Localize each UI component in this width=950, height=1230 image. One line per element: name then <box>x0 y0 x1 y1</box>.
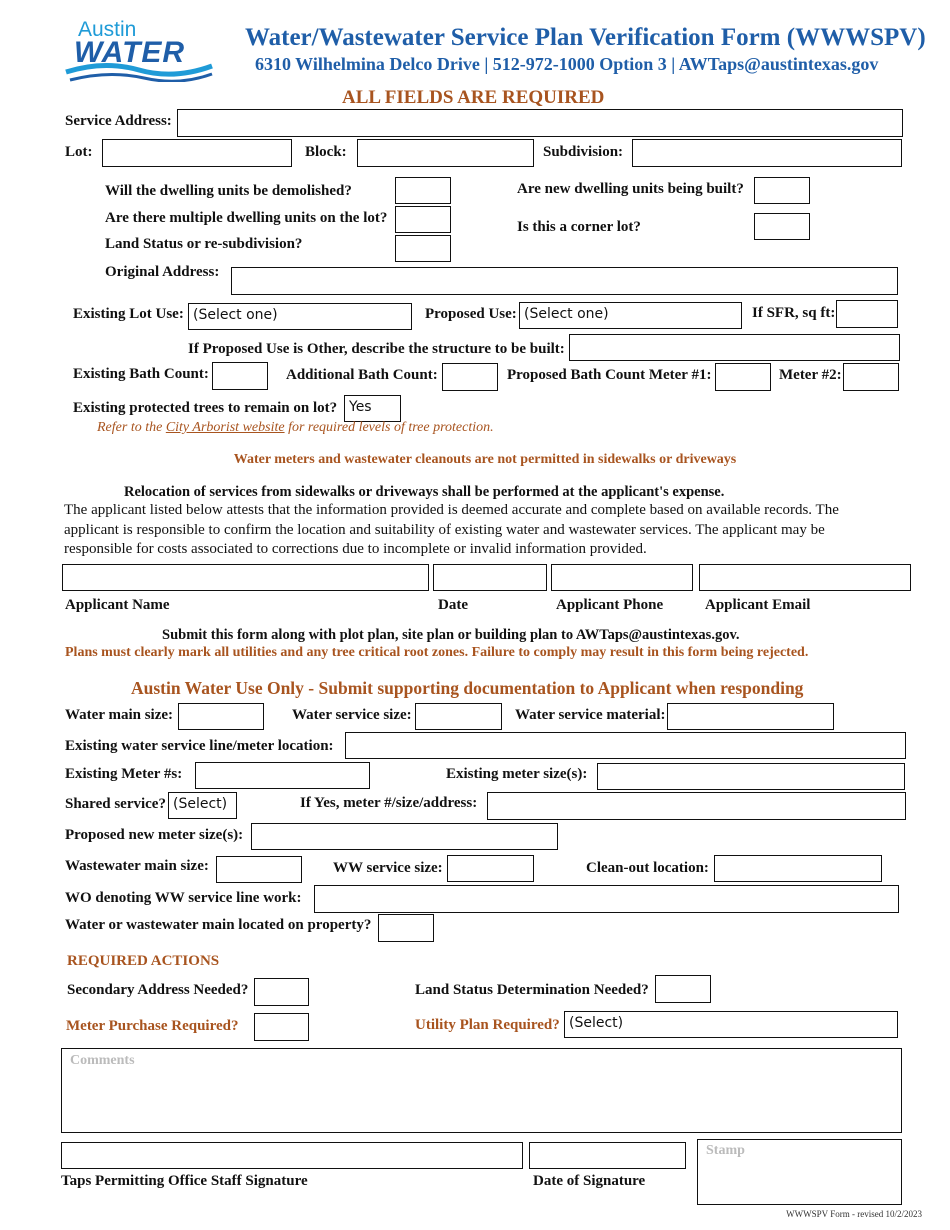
meter-purchase-label: Meter Purchase Required? <box>66 1018 239 1034</box>
existing-bath-label: Existing Bath Count: <box>73 366 209 382</box>
applicant-phone-label: Applicant Phone <box>556 597 664 613</box>
required-notice: ALL FIELDS ARE REQUIRED <box>342 87 605 108</box>
comments-placeholder: Comments <box>70 1053 135 1068</box>
cleanout-location-label: Clean-out location: <box>586 860 709 876</box>
land-status-input[interactable] <box>395 235 451 262</box>
water-service-size-label: Water service size: <box>292 707 412 723</box>
stamp-box[interactable] <box>697 1139 902 1205</box>
multiple-units-input[interactable] <box>395 206 451 233</box>
water-service-material-input[interactable] <box>667 703 834 730</box>
ww-main-size-input[interactable] <box>216 856 302 883</box>
applicant-email-label: Applicant Email <box>705 597 811 613</box>
land-status-label: Land Status or re-subdivision? <box>105 236 303 252</box>
main-on-property-input[interactable] <box>378 914 434 942</box>
additional-bath-input[interactable] <box>442 363 498 391</box>
ww-service-size-input[interactable] <box>447 855 534 882</box>
existing-bath-input[interactable] <box>212 362 268 390</box>
existing-lot-use-select[interactable]: (Select one) <box>188 303 412 330</box>
service-address-label: Service Address: <box>65 113 172 129</box>
ww-service-size-label: WW service size: <box>333 860 443 876</box>
additional-bath-label: Additional Bath Count: <box>286 367 438 383</box>
applicant-email-input[interactable] <box>699 564 911 591</box>
demolished-label: Will the dwelling units be demolished? <box>105 183 352 199</box>
original-address-input[interactable] <box>231 267 898 295</box>
subdivision-input[interactable] <box>632 139 902 167</box>
applicant-name-label: Applicant Name <box>65 597 170 613</box>
relocation-notice: Relocation of services from sidewalks or driveways shall be performed at the applicant's expense. <box>124 484 725 500</box>
date-of-signature-input[interactable] <box>529 1142 686 1169</box>
stamp-placeholder: Stamp <box>706 1143 745 1158</box>
service-address-input[interactable] <box>177 109 903 137</box>
wo-denoting-label: WO denoting WW service line work: <box>65 890 302 906</box>
multiple-units-label: Are there multiple dwelling units on the lot? <box>105 210 388 226</box>
land-status-determination-label: Land Status Determination Needed? <box>415 982 649 998</box>
new-units-label: Are new dwelling units being built? <box>517 181 744 197</box>
water-service-size-input[interactable] <box>415 703 502 730</box>
required-actions-heading: REQUIRED ACTIONS <box>67 953 220 969</box>
applicant-phone-input[interactable] <box>551 564 693 591</box>
proposed-bath-m1-input[interactable] <box>715 363 771 391</box>
staff-signature-input[interactable] <box>61 1142 523 1169</box>
cleanout-location-input[interactable] <box>714 855 882 882</box>
new-units-input[interactable] <box>754 177 810 204</box>
applicant-name-input[interactable] <box>62 564 429 591</box>
lot-label: Lot: <box>65 144 93 160</box>
land-status-determination-input[interactable] <box>655 975 711 1003</box>
other-describe-input[interactable] <box>569 334 900 361</box>
corner-lot-label: Is this a corner lot? <box>517 219 641 235</box>
subdivision-label: Subdivision: <box>543 144 624 160</box>
proposed-use-select[interactable]: (Select one) <box>519 302 742 329</box>
logo-text-austin: Austin <box>78 18 137 41</box>
block-input[interactable] <box>357 139 534 167</box>
proposed-meter-sizes-label: Proposed new meter size(s): <box>65 827 244 843</box>
main-on-property-label: Water or wastewater main located on property? <box>65 917 372 933</box>
applicant-date-input[interactable] <box>433 564 547 591</box>
shared-service-select[interactable]: (Select) <box>168 792 237 819</box>
proposed-bath-m1-label: Proposed Bath Count Meter #1: <box>507 367 712 383</box>
existing-meter-sizes-input[interactable] <box>597 763 905 790</box>
other-describe-label: If Proposed Use is Other, describe the structure to be built: <box>188 341 565 357</box>
utility-plan-label: Utility Plan Required? <box>415 1017 560 1033</box>
existing-line-location-label: Existing water service line/meter location: <box>65 738 334 754</box>
plans-warning: Plans must clearly mark all utilities and any tree critical root zones. Failure to comply may result in this form being rejected. <box>65 645 809 660</box>
logo-text-water: WATER <box>74 36 186 69</box>
submit-instruction: Submit this form along with plot plan, site plan or building plan to AWTaps@austintexas.gov. <box>162 627 740 643</box>
demolished-input[interactable] <box>395 177 451 204</box>
protected-trees-label: Existing protected trees to remain on lot? <box>73 400 338 416</box>
ww-main-size-label: Wastewater main size: <box>65 858 209 874</box>
arborist-note <box>97 420 494 436</box>
meters-warning: Water meters and wastewater cleanouts are not permitted in sidewalks or driveways <box>233 452 737 467</box>
existing-lot-use-label: Existing Lot Use: <box>73 306 184 322</box>
applicant-date-label: Date <box>438 597 468 613</box>
wo-denoting-input[interactable] <box>314 885 899 913</box>
sfr-sqft-label: If SFR, sq ft: <box>752 305 836 321</box>
form-subtitle: 6310 Wilhelmina Delco Drive | 512-972-1000 Option 3 | AWTaps@austintexas.gov <box>255 54 879 74</box>
block-label: Block: <box>305 144 347 160</box>
existing-meter-sizes-label: Existing meter size(s): <box>446 766 588 782</box>
existing-meters-input[interactable] <box>195 762 370 789</box>
city-arborist-link[interactable]: City Arborist website <box>165 420 285 435</box>
proposed-meter-sizes-input[interactable] <box>251 823 558 850</box>
secondary-address-input[interactable] <box>254 978 309 1006</box>
date-of-signature-label: Date of Signature <box>533 1173 646 1189</box>
aw-only-heading: Austin Water Use Only - Submit supporting documentation to Applicant when responding <box>131 678 804 698</box>
arborist-note-post: for required levels of tree protection. <box>284 420 494 435</box>
secondary-address-label: Secondary Address Needed? <box>67 982 249 998</box>
form-title: Water/Wastewater Service Plan Verification Form (WWWSPV) <box>245 24 926 51</box>
existing-meters-label: Existing Meter #s: <box>65 766 183 782</box>
sfr-sqft-input[interactable] <box>836 300 898 328</box>
water-service-material-label: Water service material: <box>515 707 666 723</box>
if-yes-meter-label: If Yes, meter #/size/address: <box>300 795 478 811</box>
water-main-size-input[interactable] <box>178 703 264 730</box>
meter-purchase-input[interactable] <box>254 1013 309 1041</box>
shared-service-label: Shared service? <box>65 796 166 812</box>
form-revision-footer: WWWSPV Form - revised 10/2/2023 <box>786 1209 922 1219</box>
protected-trees-select[interactable]: Yes <box>344 395 401 422</box>
if-yes-meter-input[interactable] <box>487 792 906 820</box>
utility-plan-select[interactable]: (Select) <box>564 1011 898 1038</box>
lot-input[interactable] <box>102 139 292 167</box>
arborist-note-pre: Refer to the <box>97 420 166 435</box>
staff-signature-label: Taps Permitting Office Staff Signature <box>61 1173 308 1189</box>
proposed-use-label: Proposed Use: <box>425 306 517 322</box>
meter2-input[interactable] <box>843 363 899 391</box>
existing-line-location-input[interactable] <box>345 732 906 759</box>
meter2-label: Meter #2: <box>779 367 842 383</box>
water-main-size-label: Water main size: <box>65 707 174 723</box>
austin-water-logo <box>64 20 214 82</box>
attestation-text: The applicant listed below attests that the information provided is deemed accurate and complete based on available records. The applicant is responsible to confirm the location and suitability of existing water and wastewater services. The applicant may be responsible for costs associated to corrections due to incomplete or invalid information provided. <box>64 502 839 557</box>
corner-lot-input[interactable] <box>754 213 810 240</box>
original-address-label: Original Address: <box>105 264 220 280</box>
comments-textarea[interactable] <box>61 1048 902 1133</box>
